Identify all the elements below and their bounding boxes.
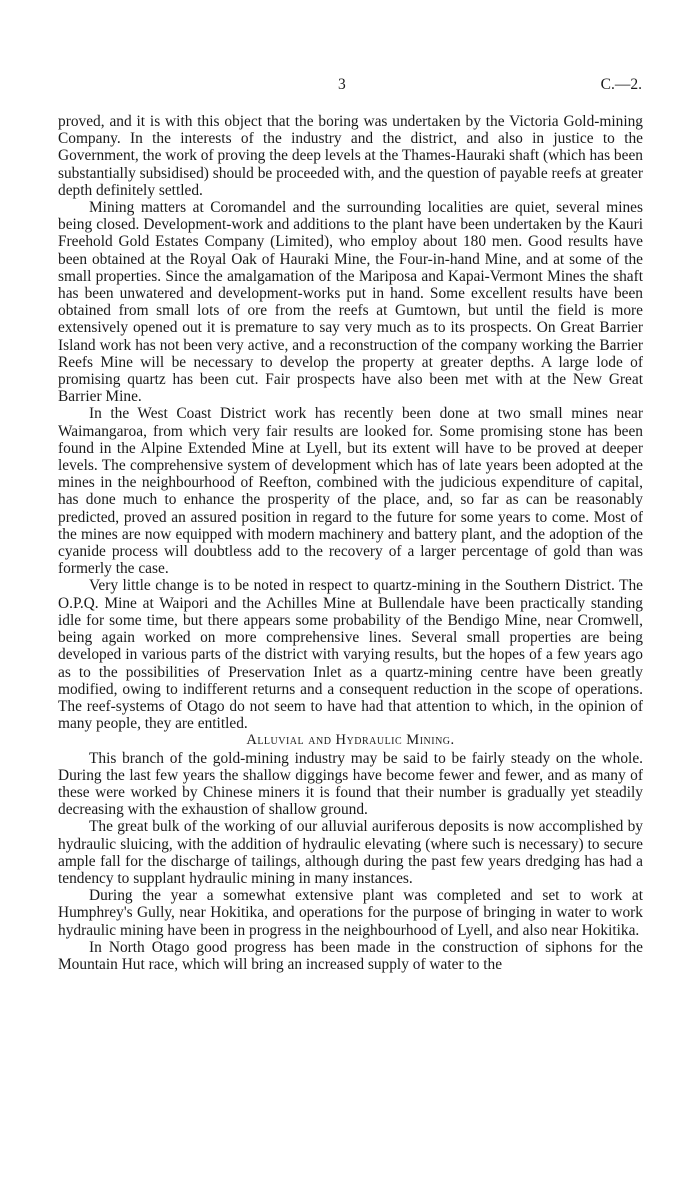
paragraph-west-coast: In the West Coast District work has recently been done at two small mines near Waimangaroa, from which very fair results are looked for. Some promising stone has been found in the Alpine Extended Mine at Lyell, but its extent will have to be proved at deeper levels. The comprehensive system of development which has of late years been adopted at the mines in the neighbourhood of Reefton, combined with the judicious expenditure of capital, has done much to enhance the prosperity of the place, and, so far as can be reasonably predicted, proved an assured position in regard to the future for some years to come. Most of the mines are now equipped with modern machinery and battery plant, and the adoption of the cyanide process will doubtless add to the recovery of a larger percentage of gold than was formerly the case.	[58, 405, 643, 578]
paragraph-continued: proved, and it is with this object that the boring was undertaken by the Victoria Gold-mining Company. In the interests of the industry and the district, and also in justice to the Government, the work of proving the deep levels at the Thames-Hauraki shaft (which has been substantially subsidised) should be proceeded with, and the question of payable reefs at greater depth definitely settled.	[58, 113, 643, 199]
page-number: 3	[338, 76, 346, 93]
paragraph-hydraulic-sluicing: The great bulk of the working of our alluvial auriferous deposits is now accomplished by hydraulic sluicing, with the addition of hydraulic elevating (where such is necessary) to secure ample fall for the discharge of tailings, although during the past few years dredging has had a tendency to supplant hydraulic mining in many instances.	[58, 818, 643, 887]
body-text	[58, 113, 643, 973]
document-reference: C.—2.	[600, 76, 642, 93]
paragraph-alluvial-overview: This branch of the gold-mining industry may be said to be fairly steady on the whole. During the last few years the shallow diggings have become fewer and fewer, and as many of these were worked by Chinese miners it is found that their number is gradually yet steadily decreasing with the exhaustion of shallow ground.	[58, 749, 643, 819]
paragraph-southern-district: Very little change is to be noted in respect to quartz-mining in the Southern District. The O.P.Q. Mine at Waipori and the Achilles Mine at Bullendale have been practically standing idle for some time, but there appears some probability of the Bendigo Mine, near Cromwell, being again worked on more comprehensive lines. Several small properties are being developed in various parts of the district with varying results, but the hopes of a few years ago as to the possibilities of Preservation Inlet as a quartz-mining centre have been greatly modified, owing to indifferent returns and a consequent reduction in the scope of operations. The reef-systems of Otago do not seem to have had that attention to which, in the opinion of many people, they are entitled.	[58, 577, 643, 733]
paragraph-coromandel: Mining matters at Coromandel and the surrounding localities are quiet, several mines being closed. Development-work and additions to the plant have been undertaken by the Kauri Freehold Gold Estates Company (Limited), who employ about 180 men. Good results have been obtained at the Royal Oak of Hauraki Mine, the Four-in-hand Mine, and at some of the small properties. Since the amalgamation of the Mariposa and Kapai-Vermont Mines the shaft has been unwatered and development-works put in hand. Some excellent results have been obtained from small lots of ore from the reefs at Gumtown, but until the field is more extensively opened out it is premature to say very much as to its prospects. On Great Barrier Island work has not been very active, and a reconstruction of the company working the Barrier Reefs Mine will be necessary to develop the property at greater depths. A large lode of promising quartz has been cut. Fair prospects have also been met with at the New Great Barrier Mine.	[58, 199, 643, 406]
page-header	[0, 76, 700, 96]
paragraph-humphreys-gully: During the year a somewhat extensive plant was completed and set to work at Humphrey's Gully, near Hokitika, and operations for the purpose of bringing in water to work hydraulic mining have been in progress in the neighbourhood of Lyell, and also near Hokitika.	[58, 887, 643, 939]
paragraph-north-otago: In North Otago good progress has been made in the construction of siphons for the Mountain Hut race, which will bring an increased supply of water to the	[58, 938, 643, 973]
section-heading: Alluvial and Hydraulic Mining.	[246, 732, 455, 749]
